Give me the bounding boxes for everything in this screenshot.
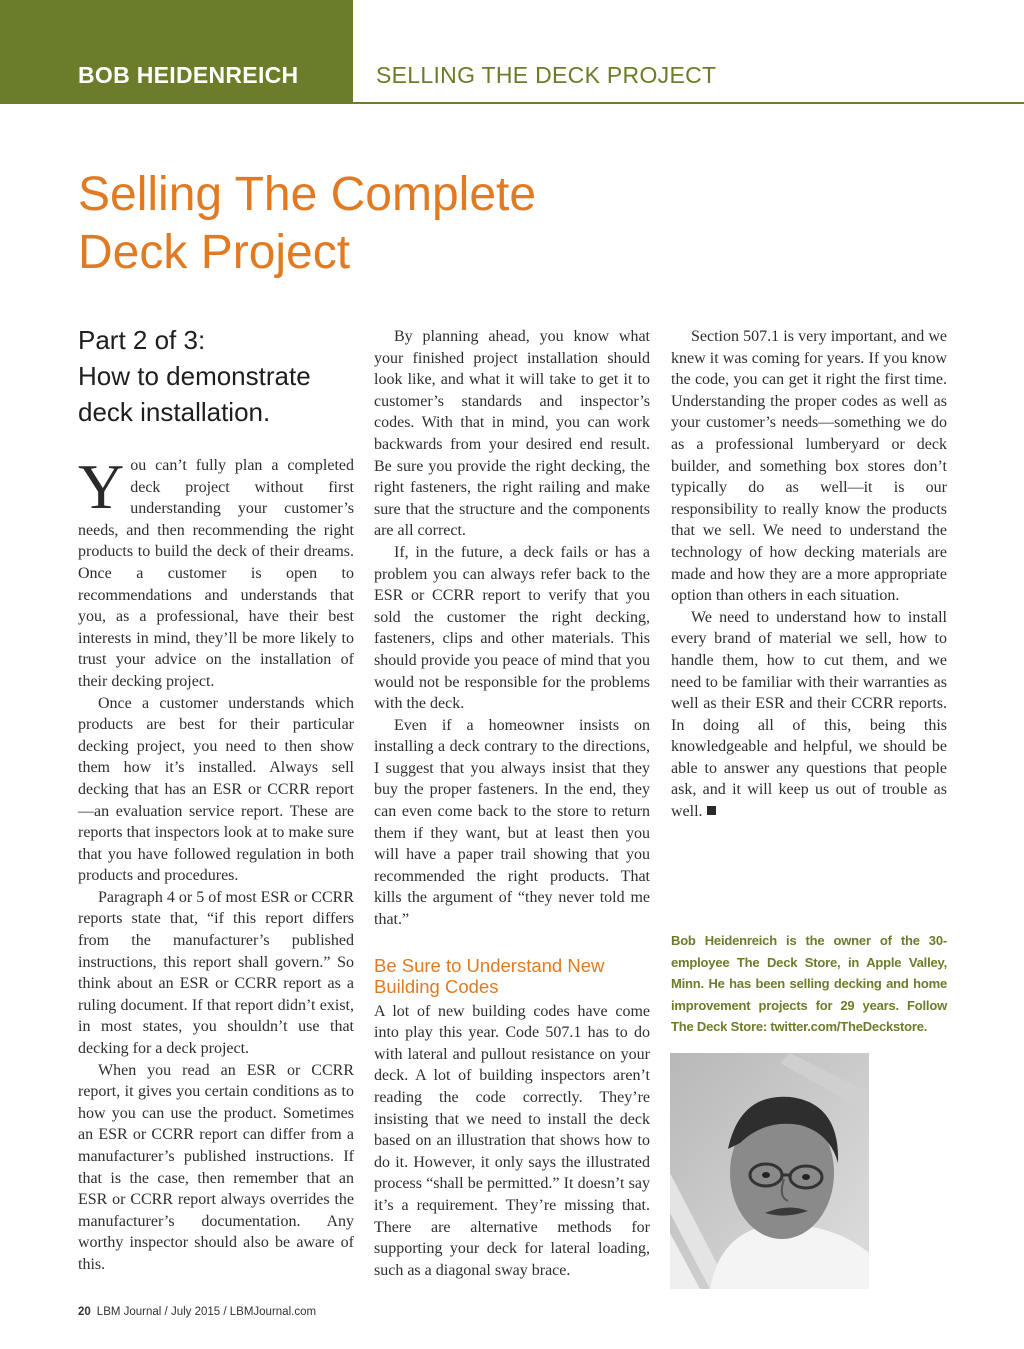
- header-rule: [353, 102, 1024, 104]
- paragraph: A lot of new building codes have come into play this year. Code 507.1 has to do with lateral and pullout resistance on your deck. A lot of building inspectors aren’t reading the code correctly. They’re insisting that we need to install the deck based on an illustration that shows how to do it. However, it only says the illustrated process “shall be permitted.” It doesn’t say it’s a requirement. They’re missing that. There are alternative methods for supporting your deck for lateral loading, such as a diagonal sway brace.: [374, 1002, 650, 1279]
- paragraph-text: We need to understand how to install every brand of material we sell, how to handle them, how to cut them, and we need to be familiar with their warranties as well as their ESR and their CCRR reports. In doing all of this, being this knowledgeable and helpful, we should be able to answer any questions that people ask, and it will keep us out of trouble as well.: [671, 608, 947, 821]
- article-subtitle: [78, 322, 358, 430]
- article-title-line-1: Selling The Complete: [78, 168, 537, 221]
- article-column-2: [374, 326, 650, 1281]
- paragraph: By planning ahead, you know what your finished project installation should look like, and what it will take to get it to customer’s standards and inspector’s codes. With that in mind, you can work backwards from your desired end result. Be sure you provide the right decking, the right fasteners, the right railing and make sure that the structure and the components are all correct.: [374, 328, 650, 540]
- footer-publication: LBM Journal / July 2015 / LBMJournal.com: [96, 1306, 317, 1318]
- paragraph-text: ou can’t fully plan a completed deck project without first understanding your customer’s needs, and then recommending the right products to build the deck of their dreams. Once a customer is open to recommendations and understands that you, as a professional, have their best interests in mind, they’ll be more likely to trust your advice on the installation of their decking project.: [78, 457, 354, 690]
- drop-cap: Y: [78, 451, 125, 522]
- paragraph: If, in the future, a deck fails or has a problem you can always refer back to the ESR or CCRR report to verify that you sold the customer the right decking, fasteners, clips and other materials. This should provide you peace of mind that you would not be responsible for the problems with the deck.: [374, 543, 650, 713]
- header-author: BOB HEIDENREICH: [78, 62, 299, 88]
- header-author-block: [0, 0, 353, 104]
- article-column-1: [78, 451, 354, 1276]
- article-title-line-2: Deck Project: [78, 226, 351, 279]
- author-portrait-image: [670, 1053, 869, 1289]
- paragraph: Even if a homeowner insists on installing a deck contrary to the directions, I suggest that you always insist that they buy the proper fasteners. In the end, they can even come back to the store to return them if they want, but at least then you will have a paper trail showing that you recommended the right products. That kills the argument of “they never told me that.”: [374, 716, 650, 929]
- page-number: 20: [78, 1306, 91, 1318]
- paragraph: Once a customer understands which products are best for their particular decking project, you need to then show them how it’s installed. Always sell decking that has an ESR or CCRR report—an evaluation service report. These are reports that inspectors look at to make sure that you have followed regulation in both products and procedures.: [78, 694, 354, 885]
- paragraph: Section 507.1 is very important, and we knew it was coming for years. If you know the code, you can get it right the first time. Understanding the proper codes as well as your customer’s needs—something we do as a professional lumberyard or deck builder, and something box stores don’t typically do as well—it is our responsibility to really know the products that we sell. We need to understand the technology of how decking materials are made and how they are a more appropriate option than others in each situation.: [671, 328, 947, 605]
- header-section-title: SELLING THE DECK PROJECT: [376, 62, 717, 88]
- article-title: [78, 166, 678, 282]
- article-subtitle-line-2: How to demonstrate deck installation.: [78, 361, 311, 427]
- author-bio: Bob Heidenreich is the owner of the 30-employee The Deck Store, in Apple Valley, Minn. He has been selling decking and home improvement projects for 29 years. Follow The Deck Store: twitter.com/TheDeckstore.: [671, 933, 947, 1034]
- page-header: [0, 0, 1024, 104]
- article-subtitle-line-1: Part 2 of 3:: [78, 325, 206, 355]
- article-column-3: [671, 326, 947, 823]
- paragraph: [671, 607, 947, 823]
- page-footer: [78, 1306, 316, 1318]
- end-mark-icon: [707, 806, 716, 815]
- author-photo: [670, 1053, 869, 1289]
- paragraph: When you read an ESR or CCRR report, it gives you certain conditions as to how you can use the product. Sometimes an ESR or CCRR report can differ from a manufacturer’s published instructions. If that is the case, then remember that an ESR or CCRR report always overrides the manufacturer’s documentation. Any worthy inspector should also be aware of this.: [78, 1061, 354, 1273]
- section-subhead: Be Sure to Understand New Building Codes: [374, 954, 605, 997]
- paragraph: Paragraph 4 or 5 of most ESR or CCRR reports state that, “if this report differs from the manufacturer’s published instructions, this report shall govern.” So think about an ESR or CCRR report as a ruling document. If that report didn’t exist, in most states, you shouldn’t use that decking for a deck project.: [78, 888, 354, 1058]
- paragraph: [78, 451, 354, 693]
